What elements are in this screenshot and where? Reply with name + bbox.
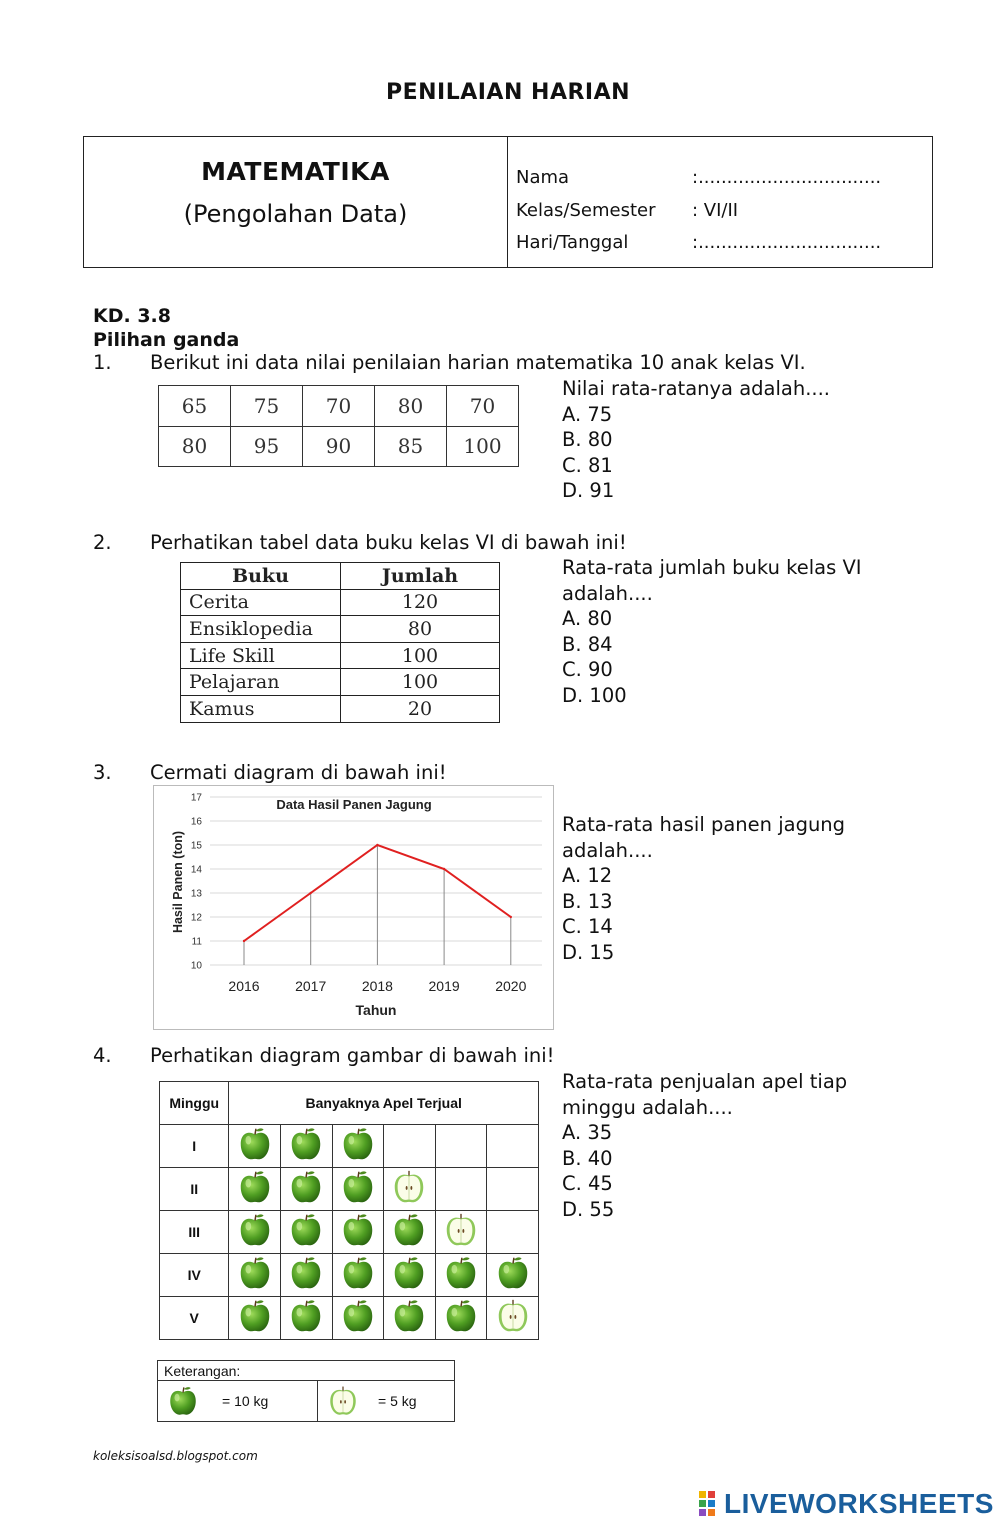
q3-text: Cermati diagram di bawah ini!: [150, 761, 447, 784]
tanggal-field[interactable]: :................................: [692, 232, 882, 253]
whole-apple-icon: [494, 1254, 532, 1292]
info-label: Hari/Tanggal: [516, 232, 629, 253]
q2-text: Perhatikan tabel data buku kelas VI di bawah ini!: [150, 531, 627, 554]
table-row: [181, 616, 500, 643]
data-point: [510, 916, 512, 918]
pictogram-cell: [281, 1125, 333, 1168]
column-header: Buku: [181, 563, 341, 590]
corn-harvest-chart: [153, 785, 554, 1030]
pictogram-cell: [384, 1211, 436, 1254]
q1-number: 1.: [93, 351, 112, 374]
apple-pictogram: [159, 1081, 539, 1340]
table-row: [160, 1297, 539, 1340]
legend-half-value: = 5 kg: [378, 1393, 417, 1409]
column-header: Minggu: [160, 1082, 229, 1125]
brand-text: LIVEWORKSHEETS: [724, 1488, 994, 1519]
subject-title: MATEMATIKA: [201, 157, 390, 186]
table-cell: 120: [341, 589, 500, 616]
line-chart: [154, 786, 552, 1028]
whole-apple-icon: [287, 1254, 325, 1292]
table-row: [160, 1254, 539, 1297]
pictogram-cell: [384, 1168, 436, 1211]
table-header-row: [181, 563, 500, 590]
whole-apple-icon: [390, 1297, 428, 1335]
q1-option-a[interactable]: A. 75: [562, 402, 613, 426]
week-label: III: [160, 1211, 229, 1254]
table-cell: 100: [447, 426, 519, 467]
chart-title: Data Hasil Panen Jagung: [276, 797, 432, 812]
kd-heading: [93, 304, 239, 352]
pictogram-cell: [332, 1168, 384, 1211]
data-point: [310, 892, 312, 894]
whole-apple-icon: [236, 1297, 274, 1335]
q1-option-b[interactable]: B. 80: [562, 428, 613, 451]
table-cell: 85: [375, 426, 447, 467]
whole-apple-icon: [236, 1125, 274, 1163]
x-axis-label: Tahun: [355, 1002, 397, 1018]
whole-apple-icon: [442, 1297, 480, 1335]
pictogram-cell: [229, 1168, 281, 1211]
q4-prompt-cont: minggu adalah....: [562, 1095, 733, 1119]
q2-number: 2.: [93, 531, 112, 554]
half-apple-icon: [494, 1297, 532, 1335]
table-cell: 70: [447, 386, 519, 427]
y-axis-label: Hasil Panen (ton): [171, 830, 185, 934]
pictogram-cell: [229, 1211, 281, 1254]
q2-option-b[interactable]: B. 84: [562, 632, 613, 656]
whole-apple-icon: [236, 1168, 274, 1206]
data-point: [243, 940, 245, 942]
q4-option-a[interactable]: A. 35: [562, 1121, 613, 1144]
pictogram-cell: [281, 1168, 333, 1211]
table-cell: 65: [159, 386, 231, 427]
legend-title: Keterangan:: [158, 1361, 454, 1381]
table-cell: 80: [375, 386, 447, 427]
q1-option-d[interactable]: D. 91: [562, 479, 615, 502]
pictogram-cell: [487, 1125, 539, 1168]
whole-apple-icon: [339, 1297, 377, 1335]
whole-apple-icon: [166, 1384, 200, 1418]
whole-apple-icon: [339, 1168, 377, 1206]
y-tick-label: 15: [190, 840, 202, 852]
q2-option-d[interactable]: D. 100: [562, 683, 627, 707]
kelas-value: : VI/II: [692, 199, 739, 221]
table-row: [160, 1125, 539, 1168]
pictogram-cell: [281, 1297, 333, 1340]
legend-whole-value: = 10 kg: [222, 1393, 269, 1409]
pictogram-cell: [435, 1168, 487, 1211]
q2-prompt-cont: adalah....: [562, 581, 653, 605]
q4-answer-block: [562, 1069, 847, 1222]
column-header: Jumlah: [341, 563, 500, 590]
pictogram-cell: [487, 1254, 539, 1297]
whole-apple-icon: [287, 1168, 325, 1206]
info-row-nama: [516, 167, 932, 200]
pictogram-cell: [332, 1297, 384, 1340]
pictogram-cell: [384, 1297, 436, 1340]
x-tick-label: 2020: [495, 978, 527, 994]
whole-apple-icon: [390, 1211, 428, 1249]
table-row: [181, 589, 500, 616]
pictogram-cell: [487, 1297, 539, 1340]
q3-option-d[interactable]: D. 15: [562, 940, 615, 964]
kd-code: KD. 3.8: [93, 305, 171, 327]
info-label: Kelas/Semester: [516, 199, 656, 221]
pictogram-cell: [487, 1211, 539, 1254]
q3-number: 3.: [93, 761, 112, 784]
table-cell: Life Skill: [181, 642, 341, 669]
q2-option-a[interactable]: A. 80: [562, 607, 613, 630]
q4-text: Perhatikan diagram gambar di bawah ini!: [150, 1044, 555, 1067]
header-box: [83, 136, 933, 268]
liveworksheets-logo: [698, 1488, 994, 1520]
table-cell: 80: [341, 616, 500, 643]
pictogram-cell: [229, 1254, 281, 1297]
table-cell: 100: [341, 669, 500, 696]
table-cell: 80: [159, 426, 231, 467]
q4-prompt: Rata-rata penjualan apel tiap: [562, 1070, 848, 1093]
q1-answer-block: [562, 376, 830, 504]
q2-book-table: [180, 562, 500, 723]
pictogram-cell: [435, 1211, 487, 1254]
y-tick-label: 14: [190, 864, 202, 876]
pictogram-cell: [435, 1254, 487, 1297]
whole-apple-icon: [339, 1211, 377, 1249]
whole-apple-icon: [339, 1125, 377, 1163]
pictogram-cell: [384, 1254, 436, 1297]
source-footer: koleksisoalsd.blogspot.com: [93, 1449, 258, 1463]
whole-apple-icon: [287, 1125, 325, 1163]
section-title: Pilihan ganda: [93, 329, 240, 351]
whole-apple-icon: [287, 1297, 325, 1335]
week-label: IV: [160, 1254, 229, 1297]
table-cell: Cerita: [181, 589, 341, 616]
table-cell: 95: [231, 426, 303, 467]
q1-option-c[interactable]: C. 81: [562, 453, 613, 477]
week-label: II: [160, 1168, 229, 1211]
whole-apple-icon: [236, 1254, 274, 1292]
pictogram-cell: [384, 1125, 436, 1168]
whole-apple-icon: [339, 1254, 377, 1292]
half-apple-icon: [442, 1211, 480, 1249]
whole-apple-icon: [390, 1254, 428, 1292]
pictogram-cell: [332, 1211, 384, 1254]
q3-answer-block: [562, 812, 845, 965]
q4-option-c[interactable]: C. 45: [562, 1172, 613, 1195]
table-row: [160, 1168, 539, 1211]
q1-score-table: [158, 385, 519, 467]
table-cell: 70: [303, 386, 375, 427]
pictogram-cell: [281, 1211, 333, 1254]
half-apple-icon: [390, 1168, 428, 1206]
q3-prompt: Rata-rata hasil panen jagung: [562, 813, 846, 836]
y-tick-label: 12: [190, 912, 202, 924]
q1-text: Berikut ini data nilai penilaian harian matematika 10 anak kelas VI.: [150, 351, 806, 374]
student-info-panel: [508, 137, 932, 267]
q3-option-c[interactable]: C. 14: [562, 915, 613, 938]
pictogram-cell: [487, 1168, 539, 1211]
table-row: [159, 426, 519, 467]
table-cell: Kamus: [181, 695, 341, 722]
table-row: [160, 1211, 539, 1254]
liveworksheets-logo-icon: [698, 1490, 724, 1518]
x-tick-label: 2017: [295, 978, 327, 994]
whole-apple-icon: [236, 1211, 274, 1249]
info-row-tanggal: [516, 232, 932, 265]
table-row: [181, 669, 500, 696]
pictogram-cell: [229, 1125, 281, 1168]
y-tick-label: 13: [190, 888, 202, 900]
pictogram-cell: [281, 1254, 333, 1297]
week-label: I: [160, 1125, 229, 1168]
pictogram-cell: [435, 1297, 487, 1340]
q3-prompt-cont: adalah....: [562, 838, 653, 862]
table-header-row: [160, 1082, 539, 1125]
whole-apple-icon: [442, 1254, 480, 1292]
pictogram-legend: [157, 1360, 455, 1422]
q3-option-b[interactable]: B. 13: [562, 889, 613, 913]
q2-prompt: Rata-rata jumlah buku kelas VI: [562, 556, 862, 579]
page-title: PENILAIAN HARIAN: [385, 80, 631, 105]
q3-option-a[interactable]: A. 12: [562, 864, 613, 887]
y-tick-label: 11: [191, 936, 202, 948]
nama-field[interactable]: :................................: [692, 167, 882, 188]
half-apple-icon: [326, 1384, 360, 1418]
table-cell: 100: [341, 642, 500, 669]
subject-panel: [84, 137, 508, 267]
q4-number: 4.: [93, 1044, 112, 1067]
pictogram-cell: [435, 1125, 487, 1168]
pictogram-cell: [229, 1297, 281, 1340]
q1-prompt: Nilai rata-ratanya adalah....: [562, 377, 830, 400]
q4-option-d[interactable]: D. 55: [562, 1197, 615, 1221]
table-cell: Pelajaran: [181, 669, 341, 696]
pictogram-cell: [332, 1125, 384, 1168]
q2-answer-block: [562, 555, 862, 708]
whole-apple-icon: [287, 1211, 325, 1249]
week-label: V: [160, 1297, 229, 1340]
x-tick-label: 2018: [361, 978, 393, 994]
column-header: Banyaknya Apel Terjual: [229, 1082, 539, 1125]
y-tick-label: 10: [190, 960, 202, 972]
data-point: [443, 868, 445, 870]
table-cell: 20: [341, 695, 500, 722]
table-row: [181, 642, 500, 669]
subject-subtitle: (Pengolahan Data): [183, 200, 408, 228]
y-tick-label: 17: [190, 792, 202, 804]
pictogram-cell: [332, 1254, 384, 1297]
table-cell: 90: [303, 426, 375, 467]
q2-option-c[interactable]: C. 90: [562, 658, 613, 681]
data-point: [376, 844, 378, 846]
table-row: [159, 386, 519, 427]
q4-option-b[interactable]: B. 40: [562, 1146, 613, 1170]
info-label: Nama: [516, 167, 570, 188]
y-tick-label: 16: [190, 816, 202, 828]
x-tick-label: 2016: [228, 978, 260, 994]
info-row-kelas: [516, 200, 932, 233]
x-tick-label: 2019: [428, 978, 460, 994]
table-row: [181, 695, 500, 722]
table-cell: 75: [231, 386, 303, 427]
table-cell: Ensiklopedia: [181, 616, 341, 643]
